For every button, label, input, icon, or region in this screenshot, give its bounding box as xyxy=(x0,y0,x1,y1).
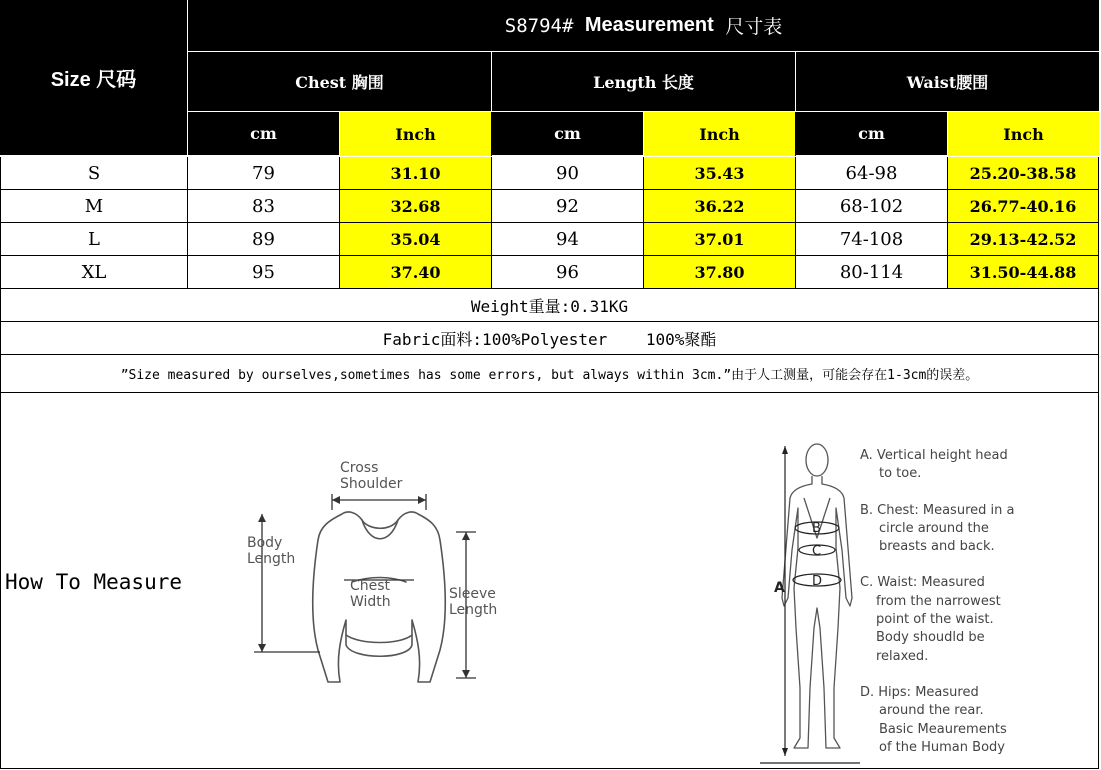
body-measure-notes xyxy=(860,447,1095,757)
marker-c: C xyxy=(812,544,822,559)
body-length-label: Body Length xyxy=(247,535,296,567)
row-m-length-cm: 92 xyxy=(492,190,644,223)
note-c-line3: point of the waist. xyxy=(876,612,994,628)
row-l-length-inch: 37.01 xyxy=(644,223,796,256)
row-m-chest-cm: 83 xyxy=(188,190,340,223)
unit-inch-length: Inch xyxy=(644,112,796,156)
waist-group-label: Waist腰围 xyxy=(906,73,989,92)
row-s-chest-cm: 79 xyxy=(188,157,340,190)
row-xl-chest-inch: 37.40 xyxy=(340,256,492,289)
chest-group-label: Chest 胸围 xyxy=(295,73,384,92)
row-s-waist-cm: 64-98 xyxy=(796,157,948,190)
note-a-line1: A. Vertical height head xyxy=(860,448,1008,463)
chest-group-header xyxy=(188,52,492,112)
row-l-chest-inch: 35.04 xyxy=(340,223,492,256)
marker-b: B xyxy=(812,521,821,536)
row-m-waist-inch: 26.77-40.16 xyxy=(948,190,1099,223)
how-to-measure-label: How To Measure xyxy=(5,570,183,594)
note-c-line2: from the narrowest xyxy=(876,593,1001,609)
row-m-chest-inch: 32.68 xyxy=(340,190,492,223)
row-l-waist-inch: 29.13-42.52 xyxy=(948,223,1099,256)
size-header-label: Size 尺码 xyxy=(50,69,137,91)
note-c-line5: relaxed. xyxy=(876,648,929,664)
note-a-line2: to toe. xyxy=(879,466,922,482)
row-xl-size: XL xyxy=(0,256,188,289)
unit-cm-length: cm xyxy=(492,112,644,156)
title-cn: 尺寸表 xyxy=(725,16,783,38)
measure-note-row: ”Size measured by ourselves,sometimes has some errors, but always within 3cm.”由于人工测量，可能会存在1-3cm的误差。 xyxy=(0,355,1099,393)
product-code: S8794# xyxy=(504,14,574,37)
row-xl-chest-cm: 95 xyxy=(188,256,340,289)
row-s-length-inch: 35.43 xyxy=(644,157,796,190)
table-title xyxy=(188,0,1099,52)
row-s-length-cm: 90 xyxy=(492,157,644,190)
note-d-line1: D. Hips: Measured xyxy=(860,684,979,700)
cross-shoulder-label: Cross Shoulder xyxy=(340,460,403,492)
row-xl-waist-cm: 80-114 xyxy=(796,256,948,289)
note-c-line4: Body shoudld be xyxy=(876,630,985,646)
human-body-diagram xyxy=(760,438,860,768)
note-b-line2: circle around the xyxy=(879,520,989,536)
size-header xyxy=(0,0,188,156)
note-d-line2: around the rear. xyxy=(879,703,984,719)
note-b-line3: breasts and back. xyxy=(879,539,995,555)
weight-row: Weight重量:0.31KG xyxy=(0,289,1099,322)
chest-width-label: Chest Width xyxy=(350,578,391,610)
unit-inch-waist: Inch xyxy=(948,112,1099,156)
note-b-line1: B. Chest: Measured in a xyxy=(860,502,1015,518)
row-xl-waist-inch: 31.50-44.88 xyxy=(948,256,1099,289)
row-l-length-cm: 94 xyxy=(492,223,644,256)
marker-d: D xyxy=(812,574,823,589)
row-l-waist-cm: 74-108 xyxy=(796,223,948,256)
fabric-row xyxy=(0,322,1099,355)
length-group-header xyxy=(492,52,796,112)
unit-cm-chest: cm xyxy=(188,112,340,156)
row-m-waist-cm: 68-102 xyxy=(796,190,948,223)
row-l-size: L xyxy=(0,223,188,256)
note-c-line1: C. Waist: Measured xyxy=(860,575,985,591)
unit-inch-chest: Inch xyxy=(340,112,492,156)
row-l-chest-cm: 89 xyxy=(188,223,340,256)
sleeve-length-label: Sleeve Length xyxy=(449,586,498,618)
fabric-text: Fabric面料:100%Polyester 100%聚酯 xyxy=(382,329,717,349)
length-group-label: Length 长度 xyxy=(593,73,694,92)
row-m-length-inch: 36.22 xyxy=(644,190,796,223)
note-d-line3: Basic Meaurements xyxy=(879,721,1007,737)
row-s-waist-inch: 25.20-38.58 xyxy=(948,157,1099,190)
note-d-line4: of the Human Body xyxy=(879,739,1005,755)
unit-cm-waist: cm xyxy=(796,112,948,156)
marker-a: A xyxy=(774,580,785,596)
title-measurement: Measurement xyxy=(584,14,714,36)
waist-group-header xyxy=(796,52,1099,112)
row-s-chest-inch: 31.10 xyxy=(340,157,492,190)
row-xl-length-cm: 96 xyxy=(492,256,644,289)
row-xl-length-inch: 37.80 xyxy=(644,256,796,289)
row-m-size: M xyxy=(0,190,188,223)
row-s-size: S xyxy=(0,157,188,190)
